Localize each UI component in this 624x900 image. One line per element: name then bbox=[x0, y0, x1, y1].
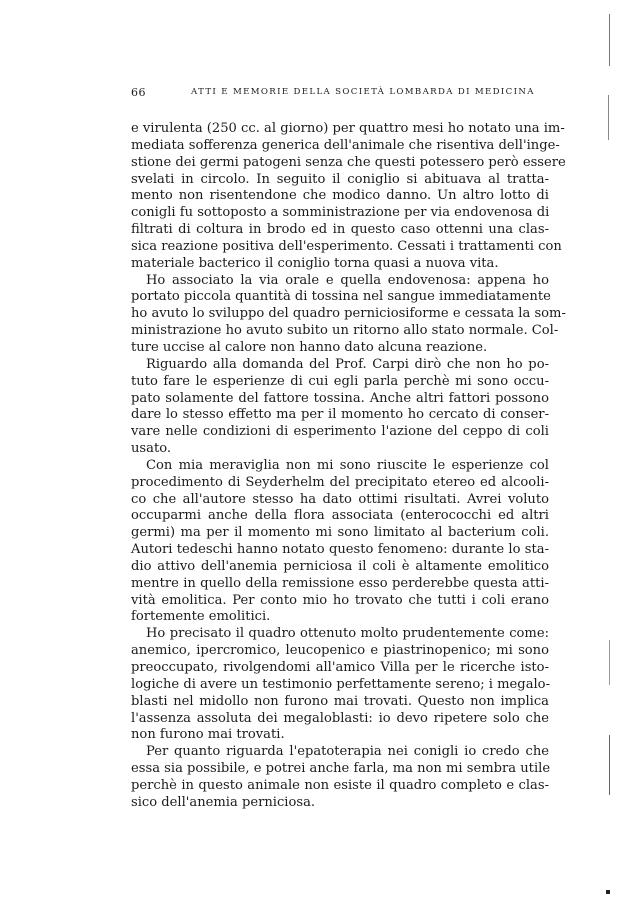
body-text bbox=[131, 121, 566, 812]
text-line: anemico, ipercromico, leucopenico e piastrinopenico; mi sono bbox=[131, 643, 549, 659]
text-line: dare lo stesso effetto ma per il momento ho cercato di conser- bbox=[131, 407, 549, 423]
page-number: 66 bbox=[131, 86, 146, 99]
text-line: ho avuto lo sviluppo del quadro perniciosiforme e cessata la som- bbox=[131, 306, 566, 322]
text-line: dio attivo dell'anemia perniciosa il coli è altamente emolitico bbox=[131, 558, 549, 574]
text-line: Ho precisato il quadro ottenuto molto prudentemente come: bbox=[146, 626, 549, 642]
text-line: blasti nel midollo non furono mai trovati. Questo non implica bbox=[131, 693, 549, 709]
text-line: materiale bacterico il coniglio torna quasi a nuova vita. bbox=[131, 255, 499, 271]
text-line: co che all'autore stesso ha dato ottimi risultati. Avrei voluto bbox=[131, 491, 549, 507]
scan-edge-mark bbox=[609, 640, 610, 685]
text-line: vare nelle condizioni di esperimento l'azione del ceppo di coli bbox=[131, 424, 549, 440]
page-header bbox=[131, 86, 535, 102]
text-line: Autori tedeschi hanno notato questo fenomeno: durante lo sta- bbox=[131, 542, 549, 558]
running-title: ATTI E MEMORIE DELLA SOCIETÀ LOMBARDA DI MEDICINA bbox=[191, 87, 535, 97]
text-line: e virulenta (250 cc. al giorno) per quattro mesi ho notato una im- bbox=[131, 121, 565, 136]
text-line: tuto fare le esperienze di cui egli parla perchè mi sono occu- bbox=[131, 373, 549, 389]
text-line: logiche di avere un testimonio perfettamente sereno; i megalo- bbox=[131, 676, 550, 692]
text-line: Riguardo alla domanda del Prof. Carpi dirò che non ho po- bbox=[146, 356, 549, 372]
text-line: essa sia possibile, e potrei anche farla, ma non mi sembra utile bbox=[131, 761, 551, 777]
text-line: pato solamente del fattore tossina. Anche altri fattori possono bbox=[131, 390, 549, 406]
text-line: germi) ma per il momento mi sono limitato al bacterium coli. bbox=[131, 525, 549, 541]
text-line: procedimento di Seyderhelm del precipitato etereo ed alcooli- bbox=[131, 474, 549, 490]
text-line: filtrati di coltura in brodo ed in questo caso ottenni una clas- bbox=[131, 222, 549, 238]
text-line: occuparmi anche della flora associata (enterococchi ed altri bbox=[131, 508, 549, 524]
text-line: mediata sofferenza generica dell'animale che risentiva dell'inge- bbox=[131, 137, 560, 153]
text-line: Con mia meraviglia non mi sono riuscite le esperienze col bbox=[146, 457, 549, 473]
text-line: Per quanto riguarda l'epatoterapia nei conigli io credo che bbox=[146, 744, 549, 760]
text-line: sica reazione positiva dell'esperimento. Cessati i trattamenti con bbox=[131, 238, 562, 254]
text-line: fortemente emolitici. bbox=[131, 609, 271, 625]
text-line: vità emolitica. Per conto mio ho trovato che tutti i coli erano bbox=[131, 592, 549, 608]
text-line: svelati in circolo. In seguito il coniglio si abituava al tratta- bbox=[131, 171, 549, 187]
text-line: preoccupato, rivolgendomi all'amico Villa per le ricerche isto- bbox=[131, 660, 549, 675]
text-line: l'assenza assoluta dei megaloblasti: io devo ripetere solo che bbox=[131, 710, 549, 726]
text-line: conigli fu sottoposto a somministrazione per via endovenosa di bbox=[131, 205, 550, 221]
text-line: sico dell'anemia perniciosa. bbox=[131, 794, 316, 810]
text-line: ture uccise al calore non hanno dato alcuna reazione. bbox=[131, 339, 488, 355]
text-line: Ho associato la via orale e quella endovenosa: appena ho bbox=[146, 272, 549, 288]
scan-edge-mark bbox=[609, 14, 610, 66]
text-line: perchè in questo animale non esiste il quadro completo e clas- bbox=[131, 777, 549, 793]
scan-edge-mark bbox=[606, 890, 610, 894]
text-line: usato. bbox=[131, 441, 172, 457]
text-line: mentre in quello della remissione esso perderebbe questa atti- bbox=[131, 575, 549, 591]
scan-edge-mark bbox=[609, 735, 610, 795]
text-line: non furono mai trovati. bbox=[131, 727, 285, 743]
text-line: portato piccola quantità di tossina nel sangue immediatamente bbox=[131, 289, 551, 305]
scan-edge-mark bbox=[608, 95, 609, 140]
text-line: ministrazione ho avuto subito un ritorno allo stato normale. Col- bbox=[131, 323, 559, 339]
text-line: stione dei germi patogeni senza che questi potessero però essere bbox=[131, 154, 566, 170]
text-line: mento non risentendone che modico danno. Un altro lotto di bbox=[131, 188, 549, 204]
